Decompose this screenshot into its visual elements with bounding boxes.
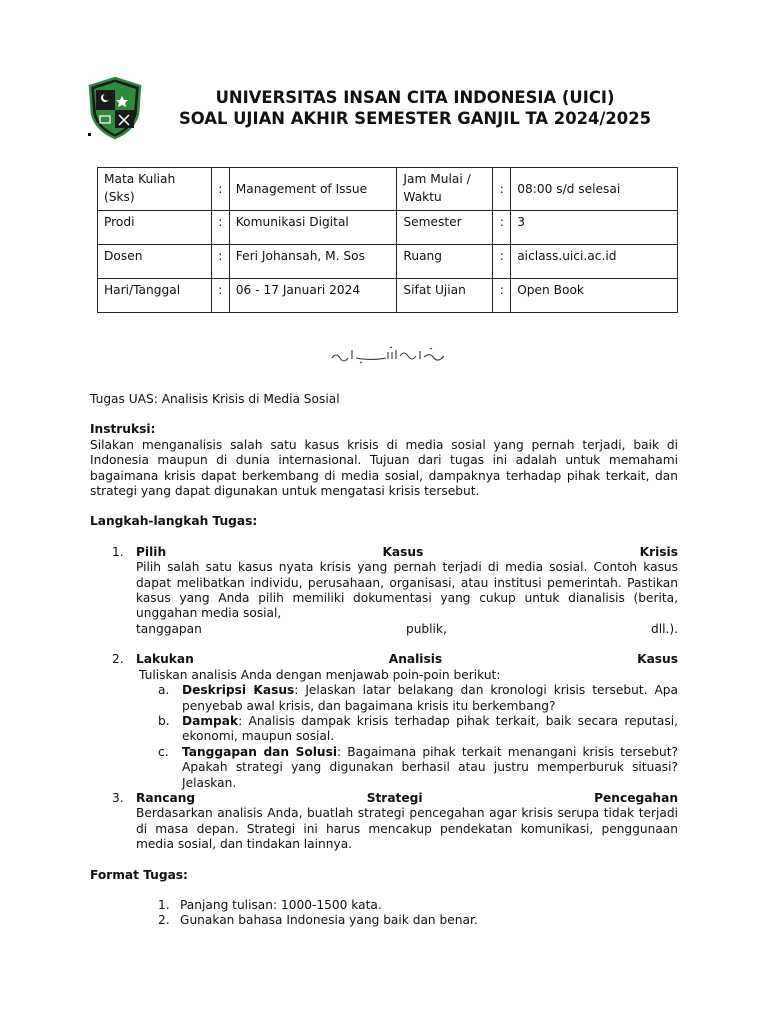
step-title-word: Pilih [136, 544, 167, 559]
value-course: Management of Issue [229, 168, 397, 211]
step-title-word: Analisis [388, 652, 443, 667]
list-item [136, 714, 678, 745]
steps-heading: Langkah-langkah Tugas: [90, 514, 258, 529]
step-title-word: Lakukan [136, 652, 194, 667]
table-row [98, 245, 678, 279]
label-program: Prodi [98, 211, 212, 245]
point-term: Dampak [182, 713, 239, 728]
format-heading: Format Tugas: [90, 867, 188, 882]
point-term: Tanggapan dan Solusi [182, 744, 338, 759]
list-item [90, 791, 678, 853]
point-term: Deskripsi Kasus [182, 683, 295, 698]
label-semester: Semester [397, 211, 493, 245]
value-exam-type: Open Book [511, 279, 678, 313]
colon: : [493, 211, 511, 245]
label-date: Hari/Tanggal [98, 279, 212, 313]
label-room: Ruang [397, 245, 493, 279]
step-title-word: Pencegahan [594, 790, 678, 805]
instructions-heading: Instruksi: [90, 422, 156, 437]
table-row [98, 279, 678, 313]
format-number: 2. [158, 913, 170, 928]
step-title-word: Krisis [639, 544, 678, 559]
basmala-calligraphy [330, 344, 450, 366]
value-start-time: 08:00 s/d selesai [511, 168, 678, 211]
task-title: Tugas UAS: Analisis Krisis di Media Sosial [90, 392, 340, 406]
step-text-word: dll.). [650, 621, 678, 636]
university-name: UNIVERSITAS INSAN CITA INDONESIA (UICI) [215, 88, 615, 107]
list-item [90, 898, 678, 913]
table-row [98, 211, 678, 245]
step-text-word: tanggapan [136, 621, 202, 636]
point-text: : Bagaimana pihak terkait menangani krisis tersebut? Apakah strategi yang digunakan berhasil atau justru memperburuk situasi? Jelaskan. [182, 744, 678, 790]
exam-title: SOAL UJIAN AKHIR SEMESTER GANJIL TA 2024/2025 [178, 109, 652, 128]
value-date: 06 - 17 Januari 2024 [229, 279, 397, 313]
label-lecturer: Dosen [98, 245, 212, 279]
value-room: aiclass.uici.ac.id [511, 245, 678, 279]
colon: : [211, 245, 229, 279]
decorative-dot [88, 133, 91, 136]
value-lecturer: Feri Johansah, M. Sos [229, 245, 397, 279]
label-start-time: Jam Mulai / Waktu [397, 168, 493, 211]
step-title-word: Rancang [136, 790, 196, 805]
step-number: 2. [112, 652, 124, 667]
value-semester: 3 [511, 211, 678, 245]
step-text: Pilih salah satu kasus nyata krisis yang pernah terjadi di media sosial. Contoh kasus dapat melibatkan individu, perusahaan, organisasi, atau institusi pemerintah. Pastikan kasus yang Anda pilih memiliki dokumentasi yang cukup untuk dianalisis (berita, unggahan media sosial, [136, 560, 678, 621]
format-text: Gunakan bahasa Indonesia yang baik dan benar. [180, 913, 478, 928]
colon: : [211, 279, 229, 313]
colon: : [211, 211, 229, 245]
list-item [90, 652, 678, 791]
step-number: 3. [112, 790, 124, 805]
step-intro: Tuliskan analisis Anda dengan menjawab poin-poin berikut: [139, 667, 501, 682]
steps-list [90, 545, 678, 853]
step-text-last-line [136, 622, 678, 637]
point-text: : Analisis dampak krisis terhadap pihak terkait, baik secara reputasi, ekonomi, maupun sosial. [182, 713, 678, 744]
format-number: 1. [158, 897, 170, 912]
step-title-word: Strategi [366, 790, 423, 805]
point-letter: b. [158, 713, 170, 728]
university-logo-icon [88, 76, 142, 140]
format-list [90, 898, 678, 929]
list-item [90, 545, 678, 637]
step-text-word: publik, [405, 621, 447, 636]
list-item [136, 745, 678, 791]
colon: : [493, 245, 511, 279]
label-exam-type: Sifat Ujian [397, 279, 493, 313]
instructions-text: Silakan menganalisis salah satu kasus krisis di media sosial yang pernah terjadi, baik di Indonesia maupun di dunia internasional. Tujuan dari tugas ini adalah untuk memahami bagaimana krisis dapat berkembang di media sosial, dampaknya terhadap pihak terkait, dan strategi yang dapat digunakan untuk mengatasi krisis tersebut. [90, 437, 678, 499]
value-program: Komunikasi Digital [229, 211, 397, 245]
colon: : [493, 279, 511, 313]
point-letter: c. [158, 744, 169, 759]
format-text: Panjang tulisan: 1000-1500 kata. [180, 897, 382, 912]
list-item [90, 913, 678, 928]
exam-info-table [97, 167, 678, 313]
step-text: Berdasarkan analisis Anda, buatlah strategi pencegahan agar krisis serupa tidak terjadi di masa depan. Strategi ini harus mencakup pendekatan komunikasi, penggunaan media sosial, dan tindakan lainnya. [136, 806, 678, 852]
step-title [136, 652, 678, 667]
analysis-points [136, 683, 678, 791]
step-title [136, 545, 678, 560]
label-course: Mata Kuliah (Sks) [98, 168, 212, 211]
exam-content [90, 392, 678, 929]
point-text: : Jelaskan latar belakang dan kronologi krisis tersebut. Apa penyebab awal krisis, dan bagaimana krisis itu berkembang? [182, 683, 678, 713]
step-title-word: Kasus [382, 544, 424, 559]
point-letter: a. [158, 683, 170, 698]
colon: : [493, 168, 511, 211]
document-title [150, 87, 680, 129]
step-number: 1. [112, 544, 124, 559]
step-title [136, 791, 678, 806]
list-item [136, 683, 678, 714]
colon: : [211, 168, 229, 211]
step-title-word: Kasus [637, 652, 678, 667]
table-row [98, 168, 678, 211]
